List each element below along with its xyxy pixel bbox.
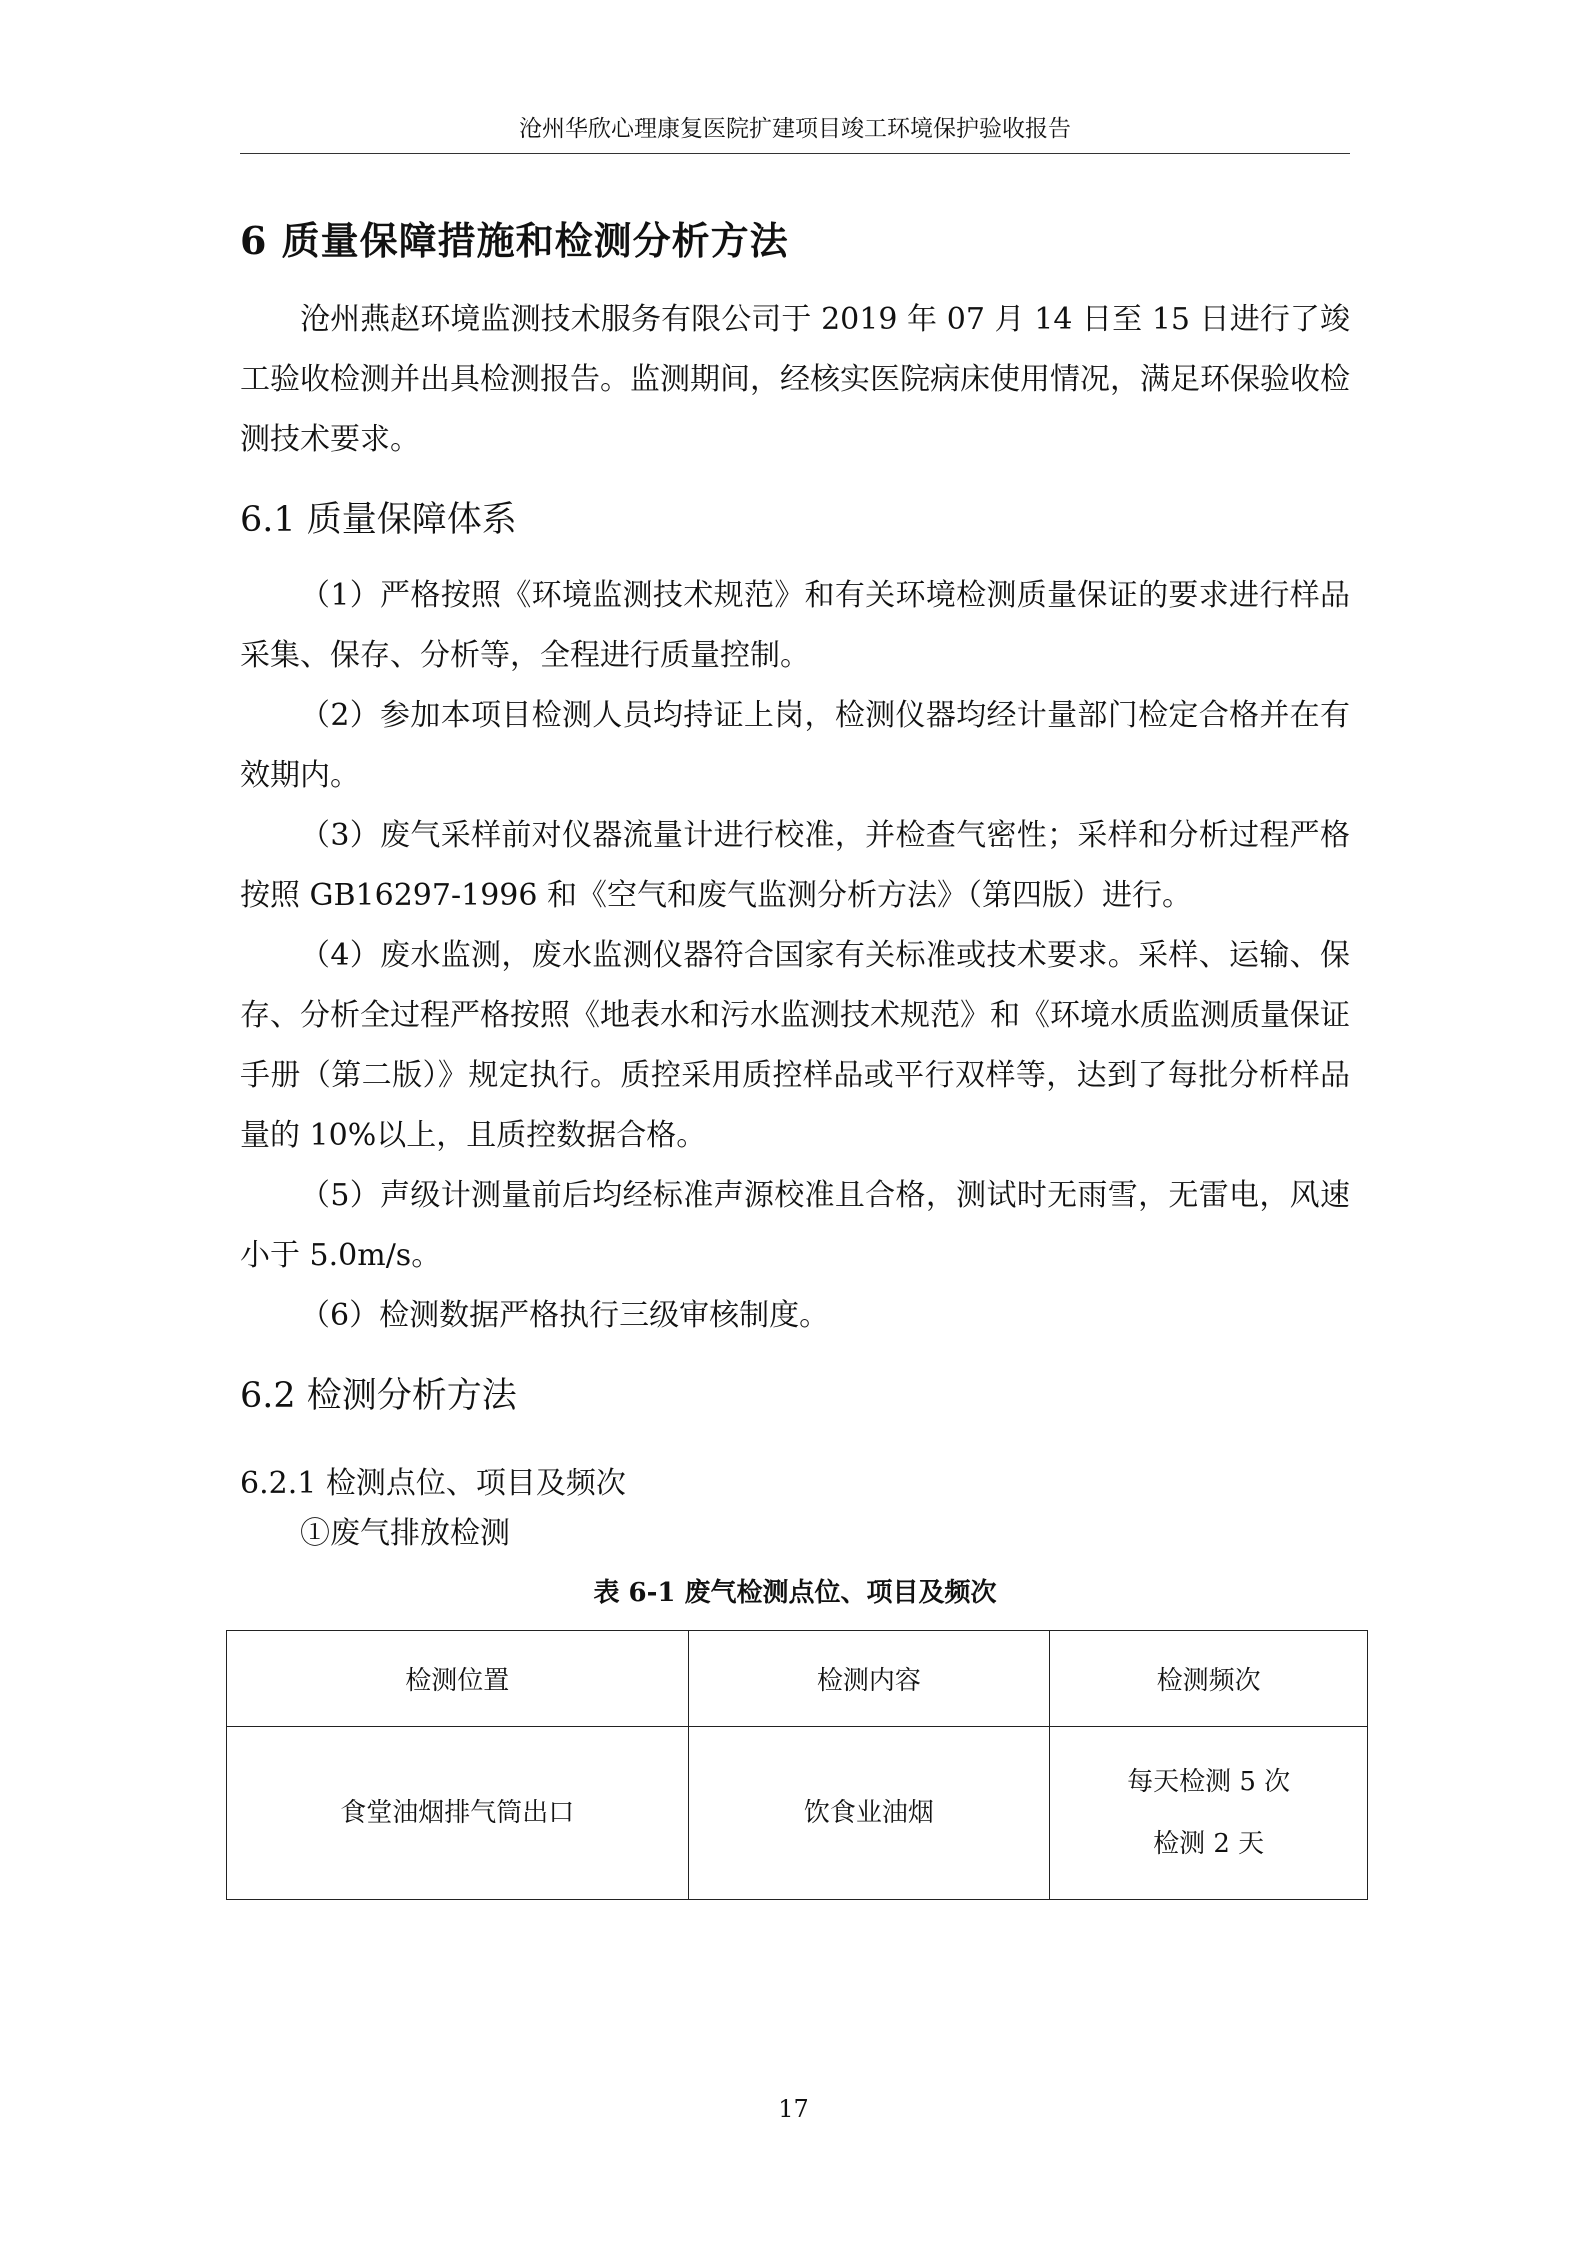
header-location: 检测位置 xyxy=(227,1631,689,1727)
subsection-title-6-1: 6.1 质量保障体系 xyxy=(240,500,517,540)
item-3: （3）废气采样前对仪器流量计进行校准，并检查气密性；采样和分析过程严格按照 GB16297-1996 和《空气和废气监测分析方法》（第四版）进行。 xyxy=(240,818,1350,913)
table-row xyxy=(227,1727,1368,1900)
table-header-row xyxy=(227,1631,1368,1727)
cell-content: 饮食业油烟 xyxy=(688,1727,1050,1900)
section-title: 6 质量保障措施和检测分析方法 xyxy=(240,218,789,263)
item-4: （4）废水监测，废水监测仪器符合国家有关标准或技术要求。采样、运输、保存、分析全过程严格按照《地表水和污水监测技术规范》和《环境水质监测质量保证手册（第二版）》规定执行。质控采用质控样品或平行双样等，达到了每批分析样品量的 10%以上，且质控数据合格。 xyxy=(240,938,1350,1153)
intro-paragraph: 沧州燕赵环境监测技术服务有限公司于 2019 年 07 月 14 日至 15 日进行了竣工验收检测并出具检测报告。监测期间，经核实医院病床使用情况，满足环保验收检测技术要求。 xyxy=(240,302,1350,457)
table-caption: 表 6-1 废气检测点位、项目及频次 xyxy=(593,1578,997,1608)
frequency-line-2: 检测 2 天 xyxy=(1153,1829,1265,1859)
cell-location: 食堂油烟排气筒出口 xyxy=(227,1727,689,1900)
subsubsection-title-6-2-1: 6.2.1 检测点位、项目及频次 xyxy=(240,1466,626,1501)
header-content: 检测内容 xyxy=(688,1631,1050,1727)
page-number: 17 xyxy=(778,2095,809,2123)
header-frequency: 检测频次 xyxy=(1050,1631,1368,1727)
frequency-line-1: 每天检测 5 次 xyxy=(1127,1767,1291,1797)
monitoring-table xyxy=(226,1630,1368,1900)
item-6: （6）检测数据严格执行三级审核制度。 xyxy=(300,1298,830,1333)
running-header: 沧州华欣心理康复医院扩建项目竣工环境保护验收报告 xyxy=(240,110,1350,154)
cell-frequency xyxy=(1050,1727,1368,1900)
exhaust-gas-subtitle: ①废气排放检测 xyxy=(300,1516,510,1551)
item-2: （2）参加本项目检测人员均持证上岗，检测仪器均经计量部门检定合格并在有效期内。 xyxy=(240,698,1350,793)
item-5: （5）声级计测量前后均经标准声源校准且合格，测试时无雨雪，无雷电，风速小于 5.0m/s。 xyxy=(240,1178,1350,1273)
item-1: （1）严格按照《环境监测技术规范》和有关环境检测质量保证的要求进行样品采集、保存、分析等，全程进行质量控制。 xyxy=(240,578,1350,673)
subsection-title-6-2: 6.2 检测分析方法 xyxy=(240,1376,517,1416)
